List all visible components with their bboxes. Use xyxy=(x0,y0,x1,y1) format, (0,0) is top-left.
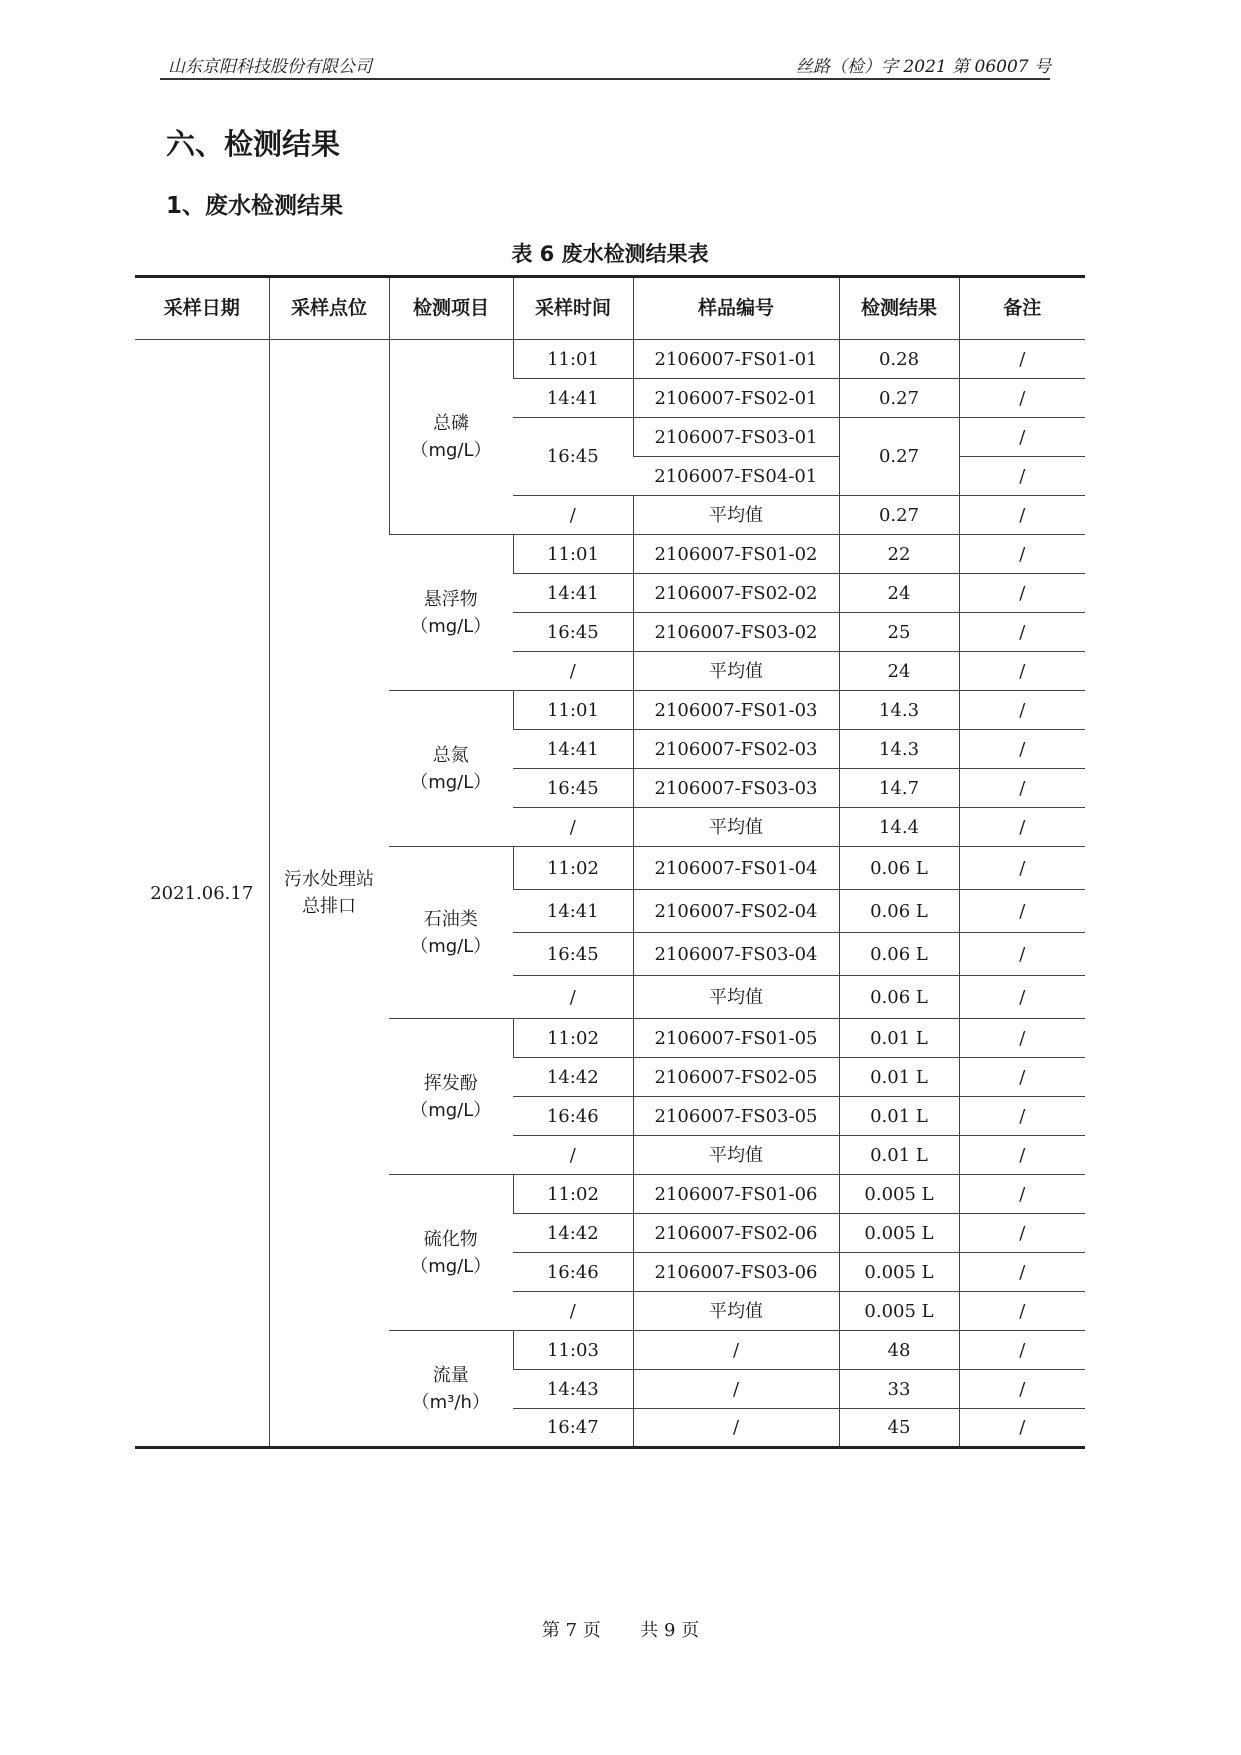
note-cell: / xyxy=(959,1097,1085,1136)
sampling-point-cell: 污水处理站总排口 xyxy=(269,340,389,1448)
sample-id-cell: 2106007-FS04-01 xyxy=(633,457,839,496)
test-item-unit: （mg/L） xyxy=(410,440,492,461)
result-cell: 0.005 L xyxy=(839,1175,959,1214)
sampling-time-cell: 11:02 xyxy=(513,1175,633,1214)
note-cell: / xyxy=(959,1058,1085,1097)
sampling-time-cell: 11:01 xyxy=(513,535,633,574)
sampling-time-cell: 14:43 xyxy=(513,1370,633,1409)
header-cell: 采样时间 xyxy=(513,277,633,340)
sample-id-cell: 2106007-FS01-05 xyxy=(633,1019,839,1058)
header-cell: 采样日期 xyxy=(135,277,269,340)
result-cell: 45 xyxy=(839,1409,959,1448)
test-item-name: 挥发酚 xyxy=(423,1072,478,1094)
page-footer xyxy=(0,1616,1241,1642)
sampling-time-cell: / xyxy=(513,976,633,1019)
sampling-time-cell: 16:45 xyxy=(513,613,633,652)
note-cell: / xyxy=(959,379,1085,418)
result-cell: 0.27 xyxy=(839,379,959,418)
test-item-unit: （mg/L） xyxy=(410,1255,492,1277)
result-cell: 24 xyxy=(839,574,959,613)
sample-id-cell: 2106007-FS02-06 xyxy=(633,1214,839,1253)
sample-id-cell: 2106007-FS02-04 xyxy=(633,890,839,933)
note-cell: / xyxy=(959,1409,1085,1448)
result-cell: 0.005 L xyxy=(839,1292,959,1331)
sampling-time-cell: 11:01 xyxy=(513,340,633,379)
note-cell: / xyxy=(959,652,1085,691)
sampling-time-cell: / xyxy=(513,1136,633,1175)
header-cell: 备注 xyxy=(959,277,1085,340)
result-cell: 0.06 L xyxy=(839,933,959,976)
header-cell: 检测项目 xyxy=(389,277,513,340)
sampling-time-cell: / xyxy=(513,652,633,691)
sub-title: 1、废水检测结果 xyxy=(166,193,344,219)
test-item-name: 总氮 xyxy=(432,744,469,766)
note-cell: / xyxy=(959,1214,1085,1253)
sampling-time-cell: 16:47 xyxy=(513,1409,633,1448)
note-cell: / xyxy=(959,535,1085,574)
result-cell: 14.7 xyxy=(839,769,959,808)
sample-id-cell: 2106007-FS01-02 xyxy=(633,535,839,574)
page-header-report-no: 丝路（检）字 2021 第 06007 号 xyxy=(796,57,1051,77)
header-rule xyxy=(160,78,1050,80)
result-cell: 0.27 xyxy=(839,496,959,535)
result-cell: 48 xyxy=(839,1331,959,1370)
result-cell: 24 xyxy=(839,652,959,691)
sample-id-cell: 2106007-FS02-03 xyxy=(633,730,839,769)
sampling-time-cell: 16:46 xyxy=(513,1097,633,1136)
note-cell: / xyxy=(959,691,1085,730)
test-item-name: 石油类 xyxy=(423,908,478,930)
sample-id-cell: 2106007-FS01-06 xyxy=(633,1175,839,1214)
sample-id-cell: 2106007-FS03-05 xyxy=(633,1097,839,1136)
sample-id-cell: 平均值 xyxy=(633,1292,839,1331)
note-cell: / xyxy=(959,613,1085,652)
test-item-cell xyxy=(389,1019,513,1175)
note-cell: / xyxy=(959,418,1085,457)
sample-id-cell: 2106007-FS03-03 xyxy=(633,769,839,808)
results-table xyxy=(135,275,1085,1449)
test-item-name: 流量 xyxy=(432,1364,469,1386)
result-cell: 0.005 L xyxy=(839,1253,959,1292)
header-cell: 样品编号 xyxy=(633,277,839,340)
test-item-unit: （m³/h） xyxy=(411,1391,490,1413)
sample-id-cell: 2106007-FS03-02 xyxy=(633,613,839,652)
sampling-time-cell: 16:46 xyxy=(513,1253,633,1292)
sample-id-cell: 2106007-FS02-05 xyxy=(633,1058,839,1097)
sampling-date-cell: 2021.06.17 xyxy=(135,340,269,1448)
result-cell: 0.01 L xyxy=(839,1058,959,1097)
result-cell: 0.005 L xyxy=(839,1214,959,1253)
sample-id-cell: 平均值 xyxy=(633,808,839,847)
sampling-time-cell: 11:02 xyxy=(513,1019,633,1058)
note-cell: / xyxy=(959,574,1085,613)
test-item-unit: （mg/L） xyxy=(410,771,492,793)
sample-id-cell: 2106007-FS01-03 xyxy=(633,691,839,730)
result-cell: 14.3 xyxy=(839,691,959,730)
result-cell: 0.06 L xyxy=(839,890,959,933)
sampling-time-cell: 14:41 xyxy=(513,379,633,418)
sample-id-cell: 2106007-FS03-04 xyxy=(633,933,839,976)
page-header-company: 山东京阳科技股份有限公司 xyxy=(168,57,372,77)
note-cell: / xyxy=(959,847,1085,890)
sample-id-cell: 平均值 xyxy=(633,1136,839,1175)
table-header-row xyxy=(135,277,1085,340)
note-cell: / xyxy=(959,496,1085,535)
test-item-unit: （mg/L） xyxy=(410,1099,492,1121)
sample-id-cell: 平均值 xyxy=(633,652,839,691)
section-title: 六、检测结果 xyxy=(166,127,341,161)
sampling-time-cell: 14:42 xyxy=(513,1058,633,1097)
sampling-time-cell: / xyxy=(513,808,633,847)
sample-id-cell: 2106007-FS01-01 xyxy=(633,340,839,379)
note-cell: / xyxy=(959,1136,1085,1175)
test-item-unit: （mg/L） xyxy=(410,615,492,637)
result-cell: 0.27 xyxy=(839,418,959,496)
sample-id-cell: / xyxy=(633,1409,839,1448)
note-cell: / xyxy=(959,808,1085,847)
sampling-time-cell: 16:45 xyxy=(513,769,633,808)
sampling-time-cell: 14:41 xyxy=(513,574,633,613)
sample-id-cell: / xyxy=(633,1370,839,1409)
sampling-time-cell: 16:45 xyxy=(513,418,633,496)
sample-id-cell: 2106007-FS03-01 xyxy=(633,418,839,457)
result-cell: 33 xyxy=(839,1370,959,1409)
result-cell: 14.4 xyxy=(839,808,959,847)
sample-id-cell: 平均值 xyxy=(633,976,839,1019)
result-cell: 0.01 L xyxy=(839,1097,959,1136)
sampling-time-cell: 14:41 xyxy=(513,730,633,769)
test-item-cell xyxy=(389,691,513,847)
result-cell: 0.06 L xyxy=(839,847,959,890)
result-cell: 25 xyxy=(839,613,959,652)
note-cell: / xyxy=(959,457,1085,496)
sample-id-cell: 2106007-FS02-02 xyxy=(633,574,839,613)
result-cell: 14.3 xyxy=(839,730,959,769)
sample-id-cell: 平均值 xyxy=(633,496,839,535)
note-cell: / xyxy=(959,769,1085,808)
sampling-time-cell: / xyxy=(513,1292,633,1331)
header-cell: 检测结果 xyxy=(839,277,959,340)
test-item-cell xyxy=(389,1175,513,1331)
sampling-time-cell: / xyxy=(513,496,633,535)
sample-id-cell: / xyxy=(633,1331,839,1370)
note-cell: / xyxy=(959,890,1085,933)
sampling-time-cell: 11:01 xyxy=(513,691,633,730)
test-item-cell xyxy=(389,847,513,1019)
note-cell: / xyxy=(959,1370,1085,1409)
table-row xyxy=(135,340,1085,379)
sample-id-cell: 2106007-FS02-01 xyxy=(633,379,839,418)
note-cell: / xyxy=(959,1331,1085,1370)
note-cell: / xyxy=(959,730,1085,769)
sampling-time-cell: 16:45 xyxy=(513,933,633,976)
test-item-name: 悬浮物 xyxy=(423,588,478,610)
note-cell: / xyxy=(959,1019,1085,1058)
page-total: 共 9 页 xyxy=(640,1620,700,1641)
sampling-time-cell: 11:02 xyxy=(513,847,633,890)
sampling-time-cell: 14:41 xyxy=(513,890,633,933)
test-item-cell xyxy=(389,535,513,691)
result-cell: 0.06 L xyxy=(839,976,959,1019)
result-cell: 0.01 L xyxy=(839,1019,959,1058)
header-cell: 采样点位 xyxy=(269,277,389,340)
test-item-cell xyxy=(389,340,513,535)
result-cell: 22 xyxy=(839,535,959,574)
page-number: 第 7 页 xyxy=(541,1620,601,1641)
test-item-name: 总磷 xyxy=(433,413,469,434)
sampling-time-cell: 11:03 xyxy=(513,1331,633,1370)
table-caption: 表 6 废水检测结果表 xyxy=(511,242,709,266)
test-item-name: 硫化物 xyxy=(423,1228,478,1250)
note-cell: / xyxy=(959,1175,1085,1214)
sampling-time-cell: 14:42 xyxy=(513,1214,633,1253)
sample-id-cell: 2106007-FS01-04 xyxy=(633,847,839,890)
test-item-cell xyxy=(389,1331,513,1448)
note-cell: / xyxy=(959,340,1085,379)
note-cell: / xyxy=(959,933,1085,976)
result-cell: 0.28 xyxy=(839,340,959,379)
result-cell: 0.01 L xyxy=(839,1136,959,1175)
note-cell: / xyxy=(959,976,1085,1019)
note-cell: / xyxy=(959,1292,1085,1331)
test-item-unit: （mg/L） xyxy=(410,935,492,957)
sample-id-cell: 2106007-FS03-06 xyxy=(633,1253,839,1292)
note-cell: / xyxy=(959,1253,1085,1292)
